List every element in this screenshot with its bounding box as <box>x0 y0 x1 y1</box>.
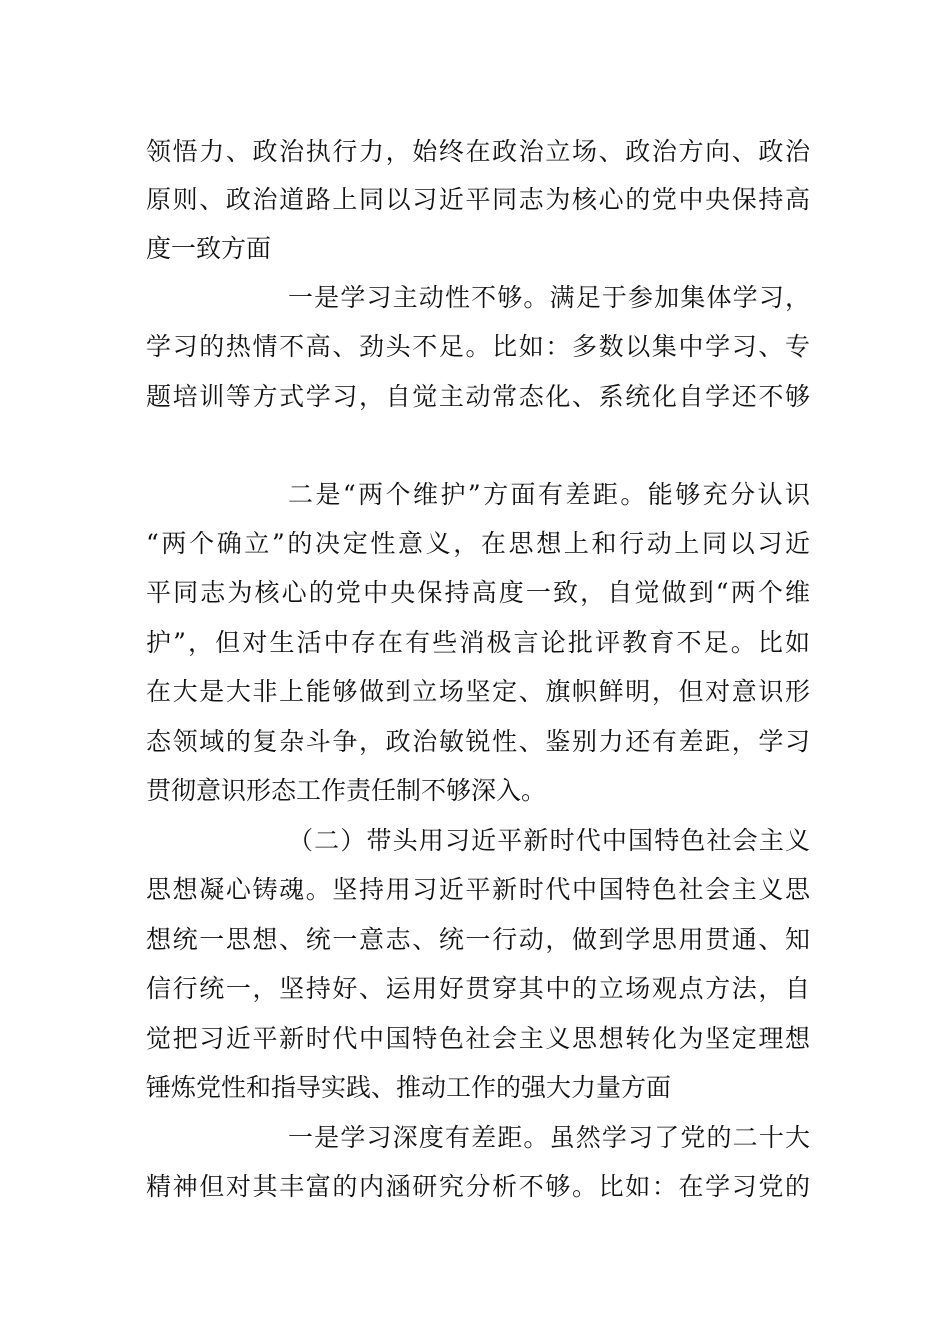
text-line: 贯彻意识形态工作责任制不够深入。 <box>146 776 547 805</box>
text-line: 精神但对其丰富的内涵研究分析不够。比如：在学习党的 <box>146 1172 810 1201</box>
text-line: 领悟力、政治执行力，始终在政治立场、政治方向、政治 <box>146 137 810 166</box>
text-line: 觉把习近平新时代中国特色社会主义思想转化为坚定理想 <box>146 1024 810 1053</box>
text-line: 思想凝心铸魂。坚持用习近平新时代中国特色社会主义思 <box>146 875 810 904</box>
paragraph-first-line: 一是学习深度有差距。虽然学习了党的二十大 <box>288 1123 810 1152</box>
text-line: 信行统一，坚持好、运用好贯穿其中的立场观点方法，自 <box>146 974 810 1003</box>
text-line: 锤炼党性和指导实践、推动工作的强大力量方面 <box>146 1073 672 1102</box>
text-line: 想统一思想、统一意志、统一行动，做到学思用贯通、知 <box>146 925 810 954</box>
text-line: “两个确立”的决定性意义，在思想上和行动上同以习近 <box>146 529 810 558</box>
text-line: 学习的热情不高、劲头不足。比如：多数以集中学习、专 <box>146 332 810 361</box>
section-heading-line: （二）带头用习近平新时代中国特色社会主义 <box>288 826 810 855</box>
text-line: 在大是大非上能够做到立场坚定、旗帜鲜明，但对意识形 <box>146 677 810 706</box>
text-line: 态领域的复杂斗争，政治敏锐性、鉴别力还有差距，学习 <box>146 727 810 756</box>
text-line: 护”，但对生活中存在有些消极言论批评教育不足。比如 <box>146 628 810 657</box>
paragraph-first-line: 一是学习主动性不够。满足于参加集体学习， <box>288 283 810 312</box>
text-line: 题培训等方式学习，自觉主动常态化、系统化自学还不够 <box>146 382 810 411</box>
paragraph-first-line: 二是“两个维护”方面有差距。能够充分认识 <box>288 480 810 509</box>
text-line: 度一致方面 <box>146 234 272 263</box>
text-line: 平同志为核心的党中央保持高度一致，自觉做到“两个维 <box>146 578 810 607</box>
text-line: 原则、政治道路上同以习近平同志为核心的党中央保持高 <box>146 185 810 214</box>
